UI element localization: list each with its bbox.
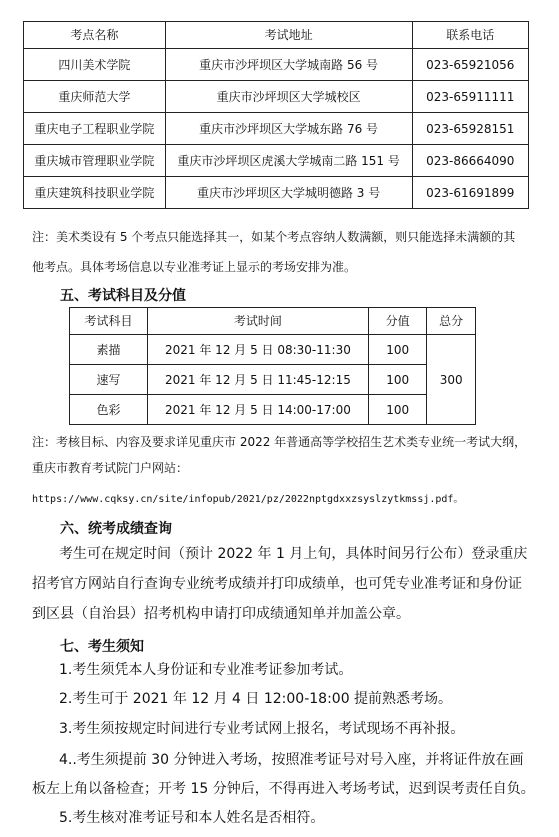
table-row (70, 335, 476, 365)
site-name-cell: 重庆城市管理职业学院 (24, 145, 166, 177)
score-cell: 100 (368, 395, 426, 425)
table-row (24, 49, 529, 81)
time-cell: 2021 年 12 月 5 日 08:30-11:30 (147, 335, 368, 365)
table-row (70, 365, 476, 395)
total-score-cell: 300 (427, 335, 476, 425)
subjects-note-line: 重庆市教育考试院门户网站： (32, 461, 189, 475)
address-cell: 重庆市沙坪坝区大学城南路 56 号 (165, 49, 412, 81)
phone-cell: 023-86664090 (412, 145, 528, 177)
phone-cell: 023-65911111 (412, 81, 528, 113)
sites-note (32, 226, 532, 278)
site-name-cell: 重庆电子工程职业学院 (24, 113, 166, 145)
exam-sites-table (23, 21, 529, 209)
site-name-cell: 四川美术学院 (24, 49, 166, 81)
address-cell: 重庆市沙坪坝区大学城明德路 3 号 (165, 177, 412, 209)
column-header-phone: 联系电话 (412, 22, 528, 49)
score-cell: 100 (368, 365, 426, 395)
subjects-note (32, 431, 532, 479)
column-header-score: 分值 (368, 308, 426, 335)
column-header-time: 考试时间 (147, 308, 368, 335)
notice-item-continued: 板左上角以备检查；开考 15 分钟后，不得再进入考场考试，迟到误考责任自负。 (32, 781, 535, 797)
address-cell: 重庆市沙坪坝区虎溪大学城南二路 151 号 (165, 145, 412, 177)
phone-cell: 023-61691899 (412, 177, 528, 209)
subject-cell: 素描 (70, 335, 148, 365)
phone-cell: 023-65921056 (412, 49, 528, 81)
site-name-cell: 重庆师范大学 (24, 81, 166, 113)
table-header-row (70, 308, 476, 335)
table-row (24, 177, 529, 209)
score-query-line: 考生可在规定时间（预计 2022 年 1 月上旬，具体时间另行公布）登录重庆 (59, 546, 528, 562)
notice-item: 1.考生须凭本人身份证和专业准考证参加考试。 (59, 662, 353, 678)
table-row (24, 113, 529, 145)
column-header-address: 考试地址 (165, 22, 412, 49)
column-header-site-name: 考点名称 (24, 22, 166, 49)
sites-note-line: 他考点。具体考场信息以专业准考证上显示的考场安排为准。 (32, 260, 357, 274)
section-title-score-query: 六、统考成绩查询 (60, 521, 172, 537)
notice-item: 4..考生须提前 30 分钟进入考场，按照准考证号对号入座，并将证件放在画 (59, 752, 524, 768)
table-header-row (24, 22, 529, 49)
column-header-total: 总分 (427, 308, 476, 335)
address-cell: 重庆市沙坪坝区大学城东路 76 号 (165, 113, 412, 145)
column-header-subject: 考试科目 (70, 308, 148, 335)
subject-cell: 色彩 (70, 395, 148, 425)
notice-item: 5.考生核对准考证号和本人姓名是否相符。 (59, 810, 325, 826)
site-name-cell: 重庆建筑科技职业学院 (24, 177, 166, 209)
table-row (70, 395, 476, 425)
phone-cell: 023-65928151 (412, 113, 528, 145)
score-query-line: 招考官方网站自行查询专业统考成绩并打印成绩单，也可凭专业准考证和身份证 (32, 576, 522, 592)
address-cell: 重庆市沙坪坝区大学城校区 (165, 81, 412, 113)
subjects-note-line: 注：考核目标、内容及要求详见重庆市 2022 年普通高等学校招生艺术类专业统一考试大纲， (32, 435, 527, 449)
exam-subjects-table (69, 307, 476, 425)
table-row (24, 145, 529, 177)
notice-item: 3.考生须按规定时间进行专业考试网上报名，考试现场不再补报。 (59, 721, 465, 737)
section-title-subjects: 五、考试科目及分值 (60, 288, 186, 304)
table-row (24, 81, 529, 113)
score-query-line: 到区县（自治县）招考机构申请打印成绩通知单并加盖公章。 (32, 606, 410, 622)
time-cell: 2021 年 12 月 5 日 11:45-12:15 (147, 365, 368, 395)
score-cell: 100 (368, 335, 426, 365)
syllabus-url-link[interactable]: https://www.cqksy.cn/site/infopub/2021/pz/2022nptgdxxzsyslzytkmssj.pdf。 (32, 494, 464, 505)
subject-cell: 速写 (70, 365, 148, 395)
notice-item: 2.考生可于 2021 年 12 月 4 日 12:00-18:00 提前熟悉考场。 (59, 691, 453, 707)
sites-note-line: 注：美术类设有 5 个考点只能选择其一，如某个考点容纳人数满额，则只能选择未满额的其 (32, 230, 516, 244)
time-cell: 2021 年 12 月 5 日 14:00-17:00 (147, 395, 368, 425)
section-title-candidate-notice: 七、考生须知 (60, 639, 144, 655)
